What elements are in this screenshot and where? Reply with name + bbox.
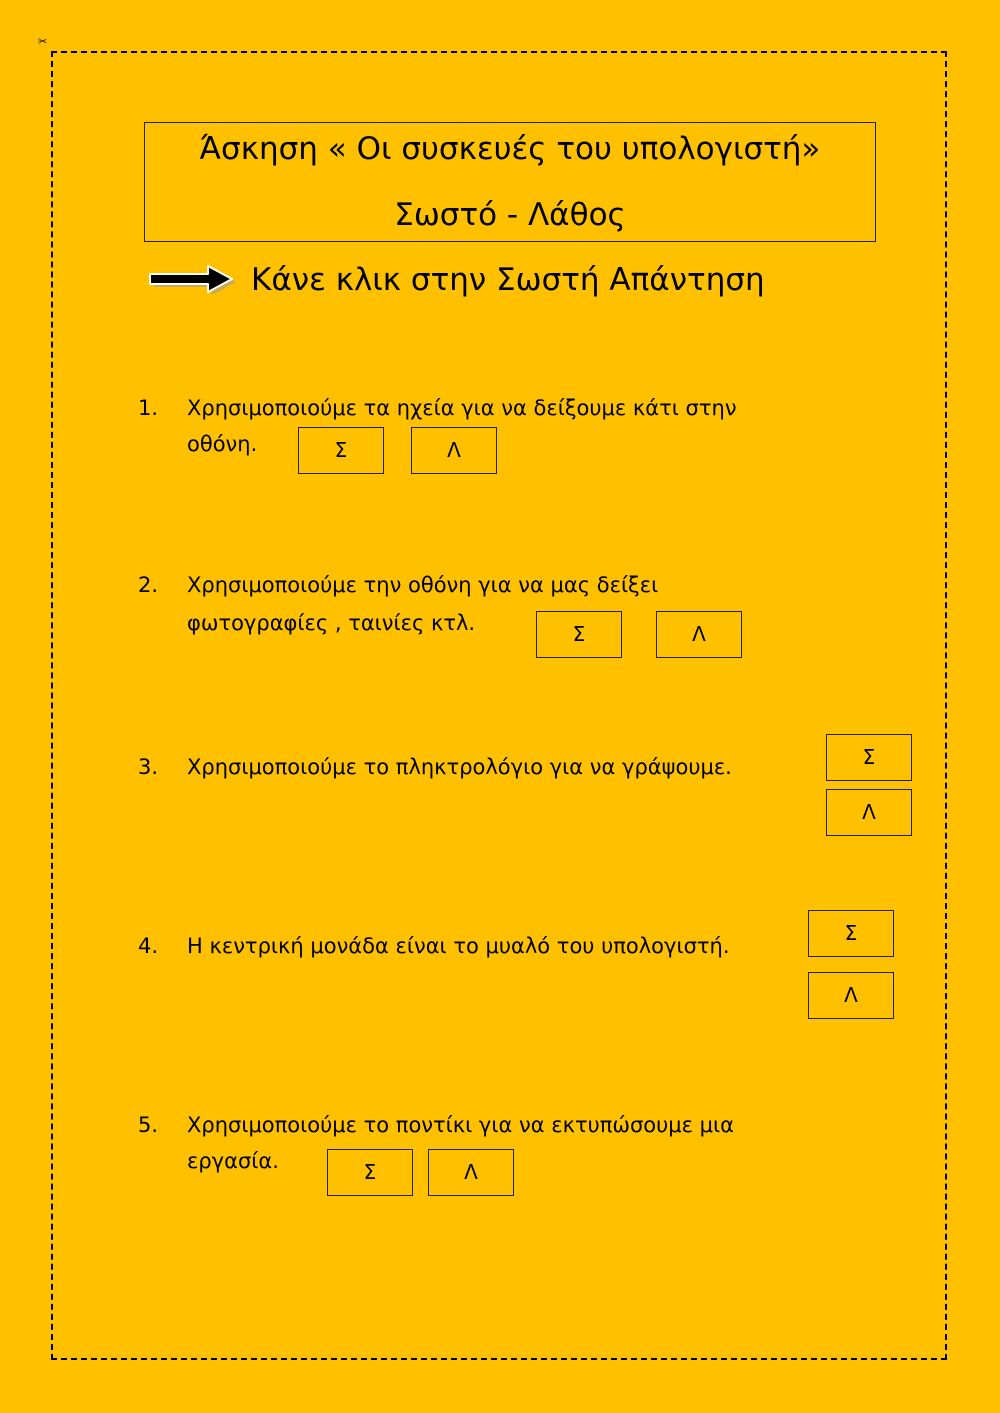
question-text-line1: Χρησιμοποιούμε το ποντίκι για να εκτυπώσουμε μια: [187, 1113, 734, 1137]
question-text-line2: εργασία.: [187, 1149, 279, 1173]
question-text-line1: Χρησιμοποιούμε το πληκτρολόγιο για να γράψουμε.: [187, 755, 732, 779]
question-text-line1: Χρησιμοποιούμε την οθόνη για να μας δείξει: [187, 573, 659, 597]
q4-true-button[interactable]: Σ: [808, 910, 894, 957]
q4-false-button[interactable]: Λ: [808, 972, 894, 1019]
q1-true-button[interactable]: Σ: [298, 427, 384, 474]
question-number: 4.: [138, 934, 159, 958]
instruction-text: Κάνε κλικ στην Σωστή Απάντηση: [251, 262, 765, 298]
q3-false-button[interactable]: Λ: [826, 789, 912, 836]
page-title: Άσκηση « Οι συσκευές του υπολογιστή»: [199, 131, 821, 167]
title-box: [144, 122, 876, 242]
question-number: 1.: [138, 396, 159, 420]
q3-true-button[interactable]: Σ: [826, 734, 912, 781]
q5-false-button[interactable]: Λ: [428, 1149, 514, 1196]
scissors-icon: ✂: [38, 35, 48, 48]
question-text-line2: φωτογραφίες , ταινίες κτλ.: [187, 611, 476, 635]
right-arrow-icon: [146, 262, 238, 298]
question-text-line1: Χρησιμοποιούμε τα ηχεία για να δείξουμε κάτι στην: [187, 396, 737, 420]
question-text-line2: οθόνη.: [187, 432, 258, 456]
q1-false-button[interactable]: Λ: [411, 427, 497, 474]
q2-true-button[interactable]: Σ: [536, 611, 622, 658]
q2-false-button[interactable]: Λ: [656, 611, 742, 658]
question-number: 2.: [138, 573, 159, 597]
q5-true-button[interactable]: Σ: [327, 1149, 413, 1196]
question-number: 3.: [138, 755, 159, 779]
question-text-line1: Η κεντρική μονάδα είναι το μυαλό του υπολογιστή.: [187, 934, 730, 958]
page-subtitle: Σωστό - Λάθος: [394, 197, 626, 233]
question-number: 5.: [138, 1113, 159, 1137]
